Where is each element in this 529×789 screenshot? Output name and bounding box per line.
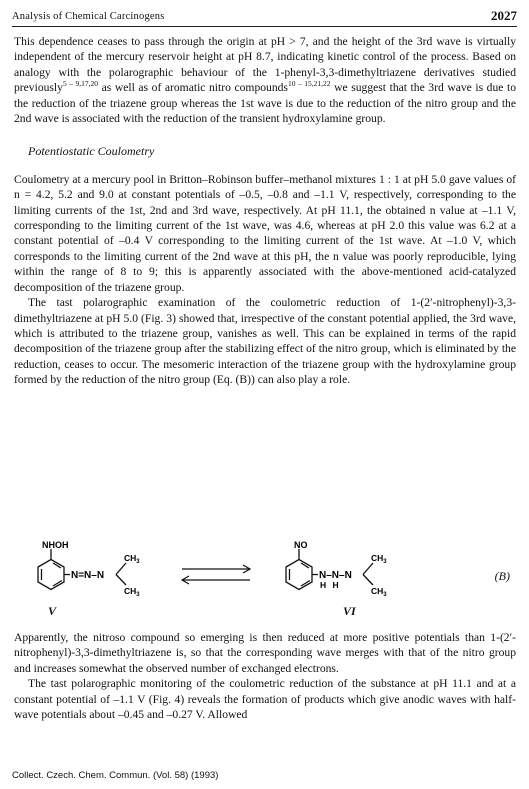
running-header <box>12 8 517 26</box>
paragraph-1-part-c: we suggest that the 3rd wave is due to the reduction of the triazene group whereas the 1st wave is due to the reduction of the nitro group and the 2nd wave is associated with the reduction of the transient hydroxylamine group. <box>14 81 517 126</box>
methyl-bond-top <box>363 563 373 575</box>
paragraph-2: Coulometry at a mercury pool in Britton–Robinson buffer–methanol mixtures 1 : 1 at pH 5.0 gave values of n = 4.2, 5.2 and 9.0 at constant potentials of –0.5, –0.8 and –1.1 V, respectively, corresponding to the limiting currents of the 1st, 2nd and 3rd wave, respectively. At pH 11.1, the obtained n value at –1.1 V, corresponding to the limiting current of the 1st wave, was 4.6, whereas at pH 2.0 this value was 6.2 at a constant potential of –0.4 V corresponding to the limiting current of the 1st wave. At –1.0 V, which corresponds to the limiting current of the 2nd wave at this pH, the n value was poorly reproducible, lying within the range of 8 to 9; this is apparently associated with the above-mentioned acid-catalyzed decomposition of the triazene group. <box>14 172 516 294</box>
running-title: Analysis of Chemical Carcinogens <box>12 11 165 22</box>
section-title: Potentiostatic Coulometry <box>28 144 155 159</box>
ring-double-bond <box>53 563 61 568</box>
methyl-bond-bottom <box>363 575 373 586</box>
ring-double-bond <box>301 563 309 568</box>
methyl-label-bottom: $CH_3$ <box>371 586 387 598</box>
journal-footer: Collect. Czech. Chem. Commun. (Vol. 58) (1993) <box>12 770 219 781</box>
paragraph-1-part-b: as well as of aromatic nitro compounds <box>98 81 288 95</box>
paragraph-4: Apparently, the nitroso compound so emerging is then reduced at more positive potentials than 1-(2′-nitrophenyl)-3,3-dimethyltriazene is, so that the corresponding wave merges with that of the nitro group and increases somewhat the observed number of exchanged electrons. <box>14 631 516 675</box>
methyl-label-top: $CH_3$ <box>124 553 140 565</box>
reference-superscript: 10 – 15,21,22 <box>287 79 331 89</box>
triazene-chain-vi: N–N–N <box>319 570 352 581</box>
substituent-no: NO <box>294 541 308 550</box>
compound-label-v: V <box>48 604 57 618</box>
reaction-scheme <box>14 541 516 621</box>
header-rule <box>12 26 517 27</box>
substituent-nhoh: NHOH <box>42 541 69 550</box>
paragraph-1-part-a: This dependence ceases to pass through the origin at pH > 7, and the height of the 3rd wave is virtually independent of the mercury reservoir height at pH 8.7, indicating kinetic control of the process. Based on analogy with the polarographic behaviour of the 1-phenyl-3,3-dimethyltriazene derivatives studied previously <box>14 35 516 95</box>
methyl-label-bottom: $CH_3$ <box>124 586 140 598</box>
triazene-chain-v: N=N–N <box>71 570 105 581</box>
hydrogen-labels: H H <box>320 580 341 590</box>
reference-superscript: 5 – 9,17,20 <box>62 79 99 89</box>
methyl-label-top: $CH_3$ <box>371 553 387 565</box>
compound-label-vi: VI <box>343 604 356 618</box>
equation-label: (B) <box>494 569 510 583</box>
page-number: 2027 <box>491 8 517 23</box>
paragraph-3: The tast polarographic examination of the coulometric reduction of 1-(2′-nitrophenyl)-3,3-dimethyltriazene at pH 5.0 (Fig. 3) showed that, irrespective of the constant potential applied, the 3rd wave, which is attributed to the triazene group, vanishes as well. This can be explained in terms of the rapid decomposition of the triazene group after the stabilizing effect of the nitro group, which is eliminated by the reduction, ceases to occur. The mesomeric interaction of the triazene group with the hydroxylamine group formed by the reduction of the nitro group (Eq. (B)) can also play a role. <box>14 296 516 387</box>
methyl-bond-bottom <box>116 575 126 586</box>
paragraph-1 <box>14 34 516 126</box>
equilibrium-arrows <box>182 565 250 584</box>
paragraph-5: The tast polarographic monitoring of the coulometric reduction of the substance at pH 11.1 and at a constant potential of –1.1 V (Fig. 4) reveals the formation of products which give anodic waves with half-wave potentials about –0.45 and –0.27 V. Allowed <box>14 677 516 722</box>
main-text <box>14 34 516 388</box>
reaction-scheme-drawing <box>14 541 516 621</box>
methyl-bond-top <box>116 563 126 575</box>
main-text-continued <box>14 630 516 722</box>
